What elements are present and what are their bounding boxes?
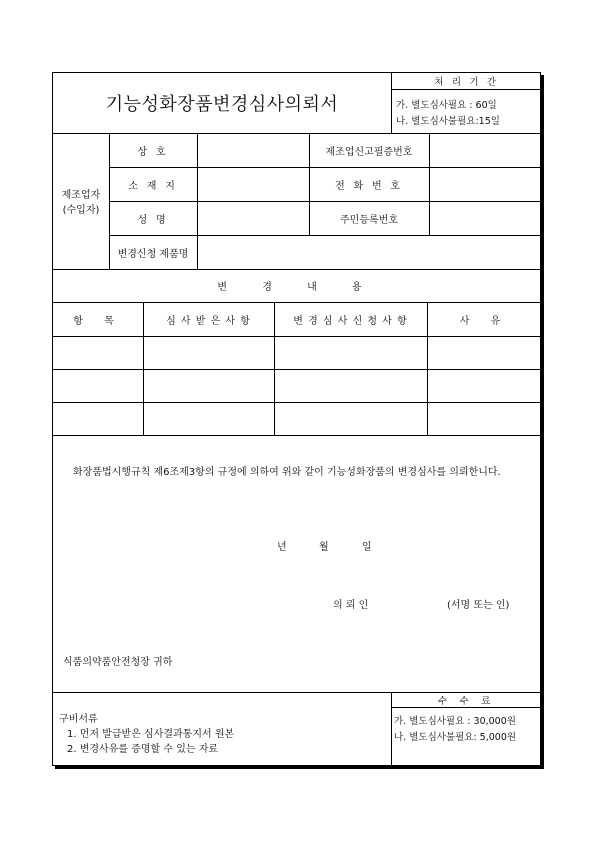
mfg-report-number-field[interactable] xyxy=(430,134,541,166)
legal-statement: 화장품법시행규칙 제6조제3항의 규정에 의하여 위와 같이 기능성화장품의 변경심사를 의뢰한니다. xyxy=(73,467,501,478)
signature-label[interactable]: (서명 또는 인) xyxy=(447,600,510,611)
applicant-group-label xyxy=(53,133,109,269)
product-name-label: 변경신청 제품명 xyxy=(117,248,189,260)
processing-period-line1: 가. 별도심사필요 : 60일 xyxy=(396,100,497,111)
change-row1-requested[interactable] xyxy=(275,337,426,368)
change-row1-item[interactable] xyxy=(54,337,142,368)
phone-number-field[interactable] xyxy=(430,168,541,200)
applicant-group-label-line1: 제조업자 xyxy=(61,190,101,201)
date-month-label: 월 xyxy=(319,542,329,553)
resident-number-label: 주민등록번호 xyxy=(340,214,398,226)
fee-line1: 가. 별도심사필요 : 30,000원 xyxy=(394,716,516,727)
phone-number-label: 전 화 번 호 xyxy=(335,180,403,192)
product-name-field[interactable] xyxy=(198,236,541,268)
mfg-report-number-label: 제조업신고필증번호 xyxy=(325,146,413,158)
change-row2-approved[interactable] xyxy=(144,370,273,401)
change-row1-approved[interactable] xyxy=(144,337,273,368)
address-field[interactable] xyxy=(198,168,308,200)
col-reason-header: 사 유 xyxy=(459,315,510,327)
requester-label: 의 뢰 인 xyxy=(333,600,369,611)
form-shadow-bottom xyxy=(55,766,544,769)
change-row3-reason[interactable] xyxy=(428,403,541,434)
form-shadow-right xyxy=(541,75,544,768)
fee-header-line xyxy=(391,707,542,708)
change-content-title: 변 경 내 용 xyxy=(217,282,378,293)
change-row1-reason[interactable] xyxy=(428,337,541,368)
person-name-label: 성 명 xyxy=(137,214,169,226)
col-requested-header: 변 경 심 사 신 청 사 항 xyxy=(293,315,408,327)
col-item-header: 항 목 xyxy=(73,315,123,327)
form-title: 기능성화장품변경심사의뢰서 xyxy=(105,94,339,115)
processing-header-line xyxy=(391,89,542,90)
company-name-field[interactable] xyxy=(198,134,308,166)
date-year-label: 년 xyxy=(277,542,287,553)
attachment-item-1: 1. 먼저 발급받은 심사결과통지서 원본 xyxy=(67,729,235,740)
processing-period-header: 처 리 기 간 xyxy=(434,77,499,88)
fee-line2: 나. 별도심사불필요: 5,000원 xyxy=(394,732,517,743)
address-label: 소 재 지 xyxy=(128,180,178,192)
processing-period-line2: 나. 별도심사불필요:15일 xyxy=(396,116,500,127)
col-approved-header: 심 사 받 은 사 항 xyxy=(166,315,251,327)
date-day-label: 일 xyxy=(362,542,372,553)
person-name-field[interactable] xyxy=(198,202,308,234)
company-name-label: 상 호 xyxy=(137,146,169,158)
resident-number-field[interactable] xyxy=(430,202,541,234)
fee-header: 수 수 료 xyxy=(437,695,496,707)
applicant-group-label-line2: (수입자) xyxy=(62,205,100,216)
change-row3-requested[interactable] xyxy=(275,403,426,434)
change-row3-approved[interactable] xyxy=(144,403,273,434)
change-row2-requested[interactable] xyxy=(275,370,426,401)
change-row2-reason[interactable] xyxy=(428,370,541,401)
attachment-item-2: 2. 변경사유를 증명할 수 있는 자료 xyxy=(67,744,219,755)
change-bottom-line xyxy=(53,435,542,436)
review-request-form xyxy=(52,72,541,766)
recipient-label: 식품의약품안전청장 귀하 xyxy=(63,657,173,668)
change-row2-item[interactable] xyxy=(54,370,142,401)
change-row3-item[interactable] xyxy=(54,403,142,434)
attachments-title: 구비서류 xyxy=(59,714,98,725)
